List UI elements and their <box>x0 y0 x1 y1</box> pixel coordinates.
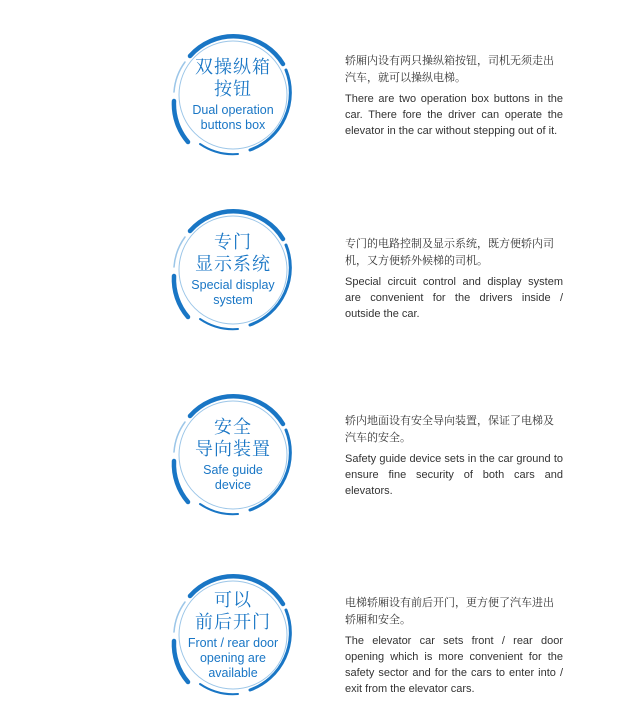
feature-badge <box>166 28 300 162</box>
feature-title-cn <box>195 232 271 276</box>
title-cn-line: 双操纵箱 <box>195 57 271 78</box>
feature-safe-guide <box>0 388 640 548</box>
feature-badge <box>166 203 300 337</box>
feature-front-rear-door <box>0 568 640 728</box>
title-en-line: available <box>208 665 258 680</box>
title-en-line: system <box>213 293 253 307</box>
title-cn-line: 导向装置 <box>195 439 271 460</box>
feature-title-en <box>188 636 278 681</box>
feature-title-cn <box>195 57 271 101</box>
feature-badge-text <box>166 203 300 337</box>
title-en-line: device <box>214 478 252 492</box>
description-cn: 电梯轿厢设有前后开门，更方便了汽车进出轿厢和安全。 <box>345 596 554 626</box>
title-cn-line: 前后开门 <box>195 611 271 633</box>
description-cn: 轿厢内设有两只操纵箱按钮，司机无须走出汽车，就可以操纵电梯。 <box>345 54 554 84</box>
feature-badge-text <box>166 568 300 702</box>
title-en-line: Special display <box>191 278 275 292</box>
title-cn-line: 显示系统 <box>195 254 271 275</box>
feature-title-en <box>192 103 273 133</box>
feature-title-cn <box>195 417 271 461</box>
title-en-line: Dual operation <box>192 103 274 117</box>
feature-description <box>345 412 563 499</box>
title-en-line: buttons box <box>200 118 266 132</box>
title-cn-line: 按钮 <box>214 79 252 100</box>
title-cn-line: 专门 <box>214 232 252 253</box>
description-en: Safety guide device sets in the car ground to ensure fine security of both cars and elevators. <box>345 453 563 497</box>
feature-dual-operation <box>0 28 640 188</box>
title-cn-line: 安全 <box>214 417 252 438</box>
feature-description <box>345 235 563 322</box>
feature-badge <box>166 388 300 522</box>
feature-title-en <box>203 463 263 493</box>
title-en-line: opening are <box>199 650 266 665</box>
feature-badge <box>166 568 300 702</box>
description-cn: 轿内地面设有安全导向装置，保证了电梯及汽车的安全。 <box>345 414 554 444</box>
title-cn-line: 可以 <box>214 589 252 611</box>
feature-special-display <box>0 203 640 363</box>
description-cn: 专门的电路控制及显示系统，既方便轿内司机，又方便轿外候梯的司机。 <box>345 237 554 267</box>
description-en: The elevator car sets front / rear door opening which is more convenient for the safety sector and for the cars to enter into / exit from the elevator cars. <box>345 635 563 695</box>
feature-description <box>345 594 563 697</box>
feature-badge-text <box>166 388 300 522</box>
title-en-line: Front / rear door <box>187 635 279 650</box>
description-en: There are two operation box buttons in the car. There fore the driver can operate the elevator in the car without stepping out of it. <box>345 93 563 137</box>
feature-title-cn <box>195 590 271 634</box>
feature-title-en <box>191 278 274 308</box>
title-en-line: Safe guide <box>203 463 263 477</box>
feature-badge-text <box>166 28 300 162</box>
description-en: Special circuit control and display system are convenient for the drivers inside / outside the car. <box>345 276 563 320</box>
feature-description <box>345 52 563 139</box>
